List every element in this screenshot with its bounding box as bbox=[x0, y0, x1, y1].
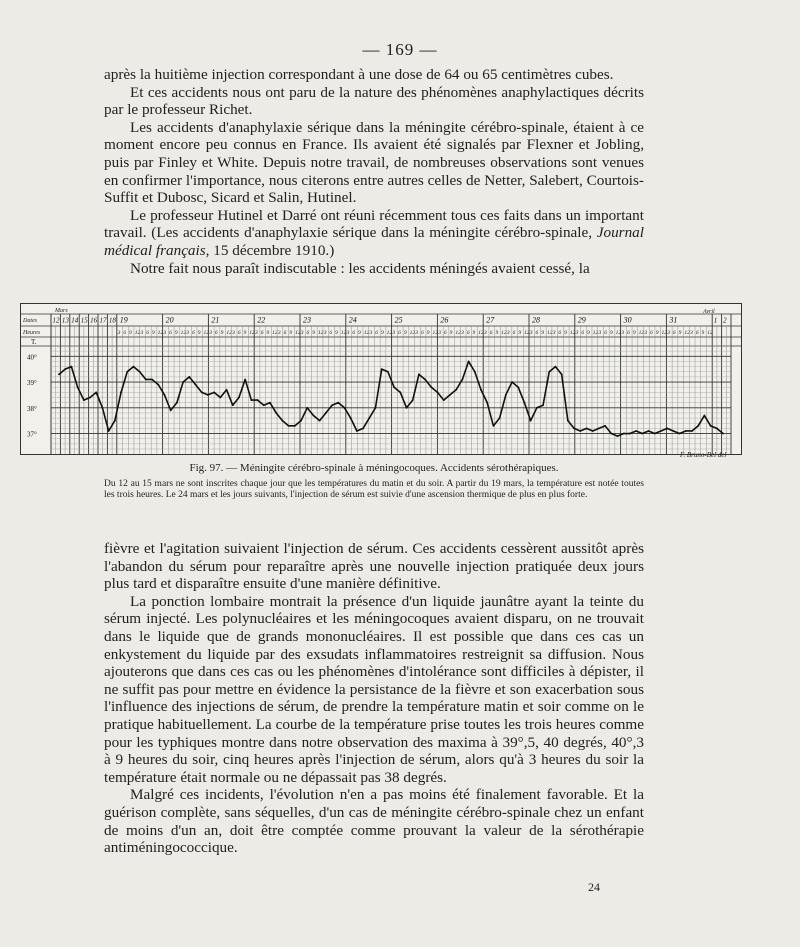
hour-label: 3 bbox=[598, 330, 602, 336]
date-label: 30 bbox=[623, 315, 632, 325]
hour-label: 12 bbox=[272, 330, 278, 336]
temperature-point bbox=[542, 404, 544, 406]
hour-label: 3 bbox=[438, 330, 441, 336]
hour-label: 3 bbox=[255, 330, 258, 336]
temperature-point bbox=[145, 379, 147, 381]
hour-label: 6 bbox=[329, 330, 333, 336]
temperature-chart-svg bbox=[21, 304, 741, 454]
temperature-point bbox=[579, 430, 581, 432]
temperature-point bbox=[530, 420, 532, 422]
temperature-point bbox=[480, 389, 482, 391]
bottom-text-block bbox=[104, 540, 644, 857]
paragraph: après la huitième injection correspondant à une dose de 64 ou 65 centimètres cubes. bbox=[104, 66, 614, 83]
y-tick-label: 38° bbox=[27, 404, 37, 413]
hour-label: 9 bbox=[541, 330, 544, 336]
temperature-point bbox=[294, 425, 296, 427]
temperature-point bbox=[672, 430, 674, 432]
hour-label: 9 bbox=[449, 330, 453, 336]
hour-label: 3 bbox=[300, 330, 304, 336]
temperature-point bbox=[95, 391, 97, 393]
hour-label: 12 bbox=[249, 330, 255, 336]
y-tick-label: 39° bbox=[27, 379, 37, 388]
date-label: 28 bbox=[532, 315, 540, 325]
temperature-point bbox=[505, 394, 507, 396]
temperature-point bbox=[269, 402, 271, 404]
hour-label: 6 bbox=[237, 330, 241, 336]
signature-mark: 24 bbox=[588, 880, 600, 894]
month-label-avril: Avril bbox=[703, 309, 715, 315]
temperature-point bbox=[368, 417, 370, 419]
hour-label: 9 bbox=[129, 330, 132, 336]
hour-label: 9 bbox=[266, 330, 270, 336]
temperature-point bbox=[157, 384, 159, 386]
hour-label: 3 bbox=[163, 330, 167, 336]
temperature-point bbox=[337, 402, 339, 404]
hour-label: 3 bbox=[621, 330, 625, 336]
paragraph: La ponction lombaire montrait la présence d'un liquide jaunâtre ayant la teinte du sérum injecté. Les polynucléaires et les méningocoques avaient disparu, on ne trouvait dans le liquide que de grands mononucléaires. Il est possible que dans ces cas un enkystement du liquide par des exsudats inflammatoires restreignit sa diffusion. Nous ajouterons que dans ces cas ou les phénomènes d'intolérance sont difficiles à dépister, il ne suffit pas pour mettre en évidence la persistance de la fièvre et son exacerbation sous l'influence des injections de sérum, de prendre la température matin et soir comme on le pratique habituellement. La courbe de la température prise toutes les trois heures comme pour les typhiques montre dans notre observation des maxima à 39°,5, 40 degrés, 40°,3 à 9 heures du soir, cinq heures après l'injection de sérum, alors qu'à 3 heures du soir la température était normale ou ne dépassait pas 38 degrés. bbox=[104, 592, 644, 786]
date-label: 22 bbox=[257, 315, 266, 325]
temperature-point bbox=[561, 373, 563, 375]
date-label: 26 bbox=[440, 315, 449, 325]
hour-label: 6 bbox=[558, 330, 562, 336]
date-label: 2 bbox=[723, 316, 727, 325]
temperature-point bbox=[648, 430, 650, 432]
hour-label: 12 bbox=[134, 330, 141, 336]
hour-label: 12 bbox=[455, 330, 461, 336]
page-number: — 169 — bbox=[362, 40, 438, 59]
temperature-point bbox=[660, 430, 662, 432]
hour-label: 6 bbox=[421, 330, 424, 336]
date-label: 18 bbox=[108, 316, 116, 325]
hour-label: 12 bbox=[295, 330, 301, 336]
hour-label: 9 bbox=[403, 330, 407, 336]
hour-label: 12 bbox=[684, 330, 690, 336]
temperature-point bbox=[697, 425, 699, 427]
hour-label: 6 bbox=[512, 330, 516, 336]
hour-label: 9 bbox=[358, 330, 361, 336]
temperature-point bbox=[524, 402, 526, 404]
hour-label: 9 bbox=[312, 330, 315, 336]
hour-label: 9 bbox=[518, 330, 522, 336]
date-label: 29 bbox=[577, 315, 586, 325]
hour-label: 9 bbox=[174, 330, 178, 336]
hour-label: 12 bbox=[386, 330, 393, 336]
temperature-point bbox=[331, 404, 333, 406]
hour-label: 9 bbox=[335, 330, 338, 336]
hour-label: 12 bbox=[203, 330, 209, 336]
hour-label: 12 bbox=[226, 330, 232, 336]
temperature-point bbox=[319, 420, 321, 422]
temperature-point bbox=[679, 433, 681, 435]
temperature-point bbox=[548, 371, 550, 373]
temperature-point bbox=[108, 430, 110, 432]
date-label: 14 bbox=[71, 316, 79, 325]
temperature-point bbox=[567, 420, 569, 422]
y-tick-label: 37° bbox=[27, 430, 37, 439]
hour-label: 3 bbox=[369, 330, 373, 336]
engraver-signature: F. Bruno-Bel del bbox=[680, 451, 727, 459]
temperature-point bbox=[449, 394, 451, 396]
temperature-point bbox=[555, 366, 557, 368]
temperature-point bbox=[356, 430, 358, 432]
hour-label: 6 bbox=[466, 330, 470, 336]
temperature-point bbox=[710, 425, 712, 427]
hour-label: 3 bbox=[232, 330, 235, 336]
hour-label: 3 bbox=[667, 330, 670, 336]
temperature-point bbox=[617, 435, 619, 437]
date-label: 20 bbox=[165, 315, 174, 325]
hour-label: 12 bbox=[707, 330, 713, 336]
date-label: 24 bbox=[348, 315, 357, 325]
caption-note: Du 12 au 15 mars ne sont inscrites chaque jour que les températures du matin et du soir. A partir du 19 mars, la température est notée toutes les trois heures. Le 24 mars et les jours suivants, l'injection de sérum est suivie d'une ascension thermique de plus en plus forte. bbox=[104, 478, 644, 500]
temperature-point bbox=[182, 381, 184, 383]
temperature-point bbox=[77, 386, 79, 388]
temperature-point bbox=[133, 366, 135, 368]
temperature-point bbox=[120, 391, 122, 393]
temperature-point bbox=[517, 386, 519, 388]
temperature-point bbox=[362, 428, 364, 430]
temperature-point bbox=[604, 425, 606, 427]
temperature-point bbox=[468, 361, 470, 363]
hour-label: 12 bbox=[478, 330, 484, 336]
temperature-point bbox=[573, 428, 575, 430]
temperature-point bbox=[666, 428, 668, 430]
temperature-point bbox=[114, 420, 116, 422]
hour-label: 3 bbox=[140, 330, 144, 336]
hour-label: 6 bbox=[581, 330, 585, 336]
figure-caption bbox=[104, 462, 644, 502]
hour-label: 12 bbox=[501, 330, 507, 336]
paragraph: Notre fait nous paraît indiscutable : les accidents méningés avaient cessé, la bbox=[130, 259, 590, 277]
temperature-point bbox=[399, 391, 401, 393]
top-text-block bbox=[104, 66, 644, 277]
temperature-point bbox=[219, 397, 221, 399]
temperature-point bbox=[188, 376, 190, 378]
temperature-point bbox=[102, 407, 104, 409]
hour-label: 3 bbox=[277, 330, 281, 336]
hour-label: 6 bbox=[123, 330, 127, 336]
hour-label: 3 bbox=[690, 330, 693, 336]
hour-label: 6 bbox=[352, 330, 356, 336]
temperature-point bbox=[474, 371, 476, 373]
temperature-point bbox=[313, 415, 315, 417]
temperature-point bbox=[244, 379, 246, 381]
temperature-point bbox=[170, 409, 172, 411]
hour-label: 12 bbox=[661, 330, 667, 336]
temperature-point bbox=[641, 433, 643, 435]
hour-label: 9 bbox=[587, 330, 590, 336]
hour-label: 3 bbox=[552, 330, 556, 336]
temperature-point bbox=[58, 373, 60, 375]
temperature-point bbox=[623, 433, 625, 435]
temperature-point bbox=[635, 430, 637, 432]
temperature-point bbox=[350, 417, 352, 419]
temperature-point bbox=[344, 407, 346, 409]
temperature-point bbox=[263, 404, 265, 406]
temperature-point bbox=[164, 394, 166, 396]
hour-label: 12 bbox=[524, 330, 530, 336]
date-label: 21 bbox=[211, 315, 220, 325]
temperature-point bbox=[238, 397, 240, 399]
hour-label: 6 bbox=[489, 330, 493, 336]
hour-label: 6 bbox=[650, 330, 653, 336]
hour-label: 12 bbox=[432, 330, 438, 336]
hour-label: 3 bbox=[415, 330, 419, 336]
hour-label: 6 bbox=[443, 330, 447, 336]
temperature-point bbox=[64, 368, 66, 370]
temperature-point bbox=[691, 430, 693, 432]
hour-label: 3 bbox=[529, 330, 533, 336]
hour-label: 12 bbox=[546, 330, 553, 336]
hour-label: 6 bbox=[283, 330, 287, 336]
date-label: 31 bbox=[669, 315, 678, 325]
hour-label: 9 bbox=[472, 330, 476, 336]
hour-label: 3 bbox=[461, 330, 464, 336]
temperature-point bbox=[492, 425, 494, 427]
temperature-point bbox=[83, 399, 85, 401]
hour-label: 3 bbox=[346, 330, 350, 336]
hour-label: 3 bbox=[506, 330, 510, 336]
temperature-point bbox=[126, 371, 128, 373]
temperature-point bbox=[424, 379, 426, 381]
temperature-point bbox=[511, 381, 513, 383]
date-label: 25 bbox=[394, 315, 403, 325]
temperature-point bbox=[430, 386, 432, 388]
hour-label: 3 bbox=[392, 330, 396, 336]
temperature-point bbox=[443, 399, 445, 401]
hour-label: 12 bbox=[157, 330, 164, 336]
paragraph: Les accidents d'anaphylaxie sérique dans la méningite cérébro-spinale, étaient à ce moment encore peu connus en France. Ils avaient été signalés par Flexner et Jobling, puis par Finley et White. Depuis notre travail, de nombreuses observations sont venues en confirmer l'importance, nous citerons entre autres celles de Netter, Salebert, Courtois-Suffit et Dubosc, Sicard et Salin, Hutinel. bbox=[104, 118, 644, 207]
hour-label: 9 bbox=[380, 330, 384, 336]
temperature-point bbox=[275, 412, 277, 414]
temperature-point bbox=[586, 428, 588, 430]
hour-label: 9 bbox=[632, 330, 636, 336]
temperature-point bbox=[486, 402, 488, 404]
hour-label: 9 bbox=[220, 330, 224, 336]
hour-label: 12 bbox=[615, 330, 622, 336]
paragraph: Le professeur Hutinel et Darré ont réuni récemment tous ces faits dans un important travail. (Les accidents d'anaphylaxie sérique dans la méningite cérébro-spinale, Journal médical français, 15 décembre 1910.) bbox=[104, 206, 644, 259]
temperature-point bbox=[703, 415, 705, 417]
hour-label: 6 bbox=[604, 330, 607, 336]
temperature-point bbox=[71, 366, 73, 368]
temperature-point bbox=[176, 402, 178, 404]
hour-label: 9 bbox=[678, 330, 682, 336]
hour-label: 6 bbox=[214, 330, 218, 336]
hour-label: 9 bbox=[564, 330, 567, 336]
temperature-point bbox=[151, 379, 153, 381]
temperature-point bbox=[685, 430, 687, 432]
temperature-point bbox=[207, 394, 209, 396]
hour-label: 6 bbox=[375, 330, 378, 336]
hour-label: 3 bbox=[484, 330, 487, 336]
hour-label: 9 bbox=[701, 330, 705, 336]
hour-label: 9 bbox=[289, 330, 293, 336]
hour-label: 6 bbox=[192, 330, 195, 336]
hour-label: 6 bbox=[672, 330, 676, 336]
hour-label: 12 bbox=[569, 330, 576, 336]
hours-label: Heures bbox=[23, 330, 41, 336]
date-label: 23 bbox=[303, 315, 311, 325]
hour-label: 6 bbox=[398, 330, 401, 336]
hour-label: 6 bbox=[169, 330, 172, 336]
temperature-point bbox=[722, 433, 724, 435]
month-label-mars: Mars bbox=[55, 308, 68, 314]
dates-label: Dates bbox=[23, 318, 37, 324]
date-label: 27 bbox=[486, 315, 495, 325]
temperature-point bbox=[282, 420, 284, 422]
hour-label: 3 bbox=[117, 330, 121, 336]
temperature-point bbox=[300, 420, 302, 422]
hour-label: 6 bbox=[535, 330, 539, 336]
paragraph: Et ces accidents nous ont paru de la nature des phénomènes anaphylactiques décrits par le professeur Richet. bbox=[104, 83, 644, 119]
temperature-point bbox=[213, 391, 215, 393]
hour-label: 12 bbox=[638, 330, 645, 336]
temperature-curve bbox=[59, 361, 723, 436]
temperature-point bbox=[406, 407, 408, 409]
date-label: 19 bbox=[119, 315, 128, 325]
hour-label: 3 bbox=[644, 330, 648, 336]
date-label: 16 bbox=[90, 316, 98, 325]
hour-label: 6 bbox=[260, 330, 264, 336]
temperature-point bbox=[418, 373, 420, 375]
hour-label: 3 bbox=[575, 330, 579, 336]
temperature-point bbox=[412, 399, 414, 401]
date-label: 13 bbox=[61, 316, 69, 325]
hour-label: 9 bbox=[655, 330, 659, 336]
hour-label: 6 bbox=[306, 330, 310, 336]
temperature-point bbox=[716, 428, 718, 430]
temp-label: T. bbox=[31, 338, 37, 346]
hour-label: 9 bbox=[609, 330, 613, 336]
hour-label: 9 bbox=[495, 330, 499, 336]
hour-label: 12 bbox=[340, 330, 347, 336]
temperature-point bbox=[325, 412, 327, 414]
hour-label: 3 bbox=[186, 330, 190, 336]
paragraph: fièvre et l'agitation suivaient l'injection de sérum. Ces accidents cessèrent aussitôt après l'abandon du sérum pour reparaître après une nouvelle injection pratiquée deux jours plus tard et disparaître ensuite d'une manière définitive. bbox=[104, 540, 644, 593]
temperature-point bbox=[437, 391, 439, 393]
hour-label: 12 bbox=[317, 330, 324, 336]
hour-label: 6 bbox=[627, 330, 630, 336]
hour-label: 9 bbox=[151, 330, 155, 336]
temperature-point bbox=[381, 368, 383, 370]
temperature-point bbox=[232, 404, 234, 406]
hour-label: 6 bbox=[695, 330, 699, 336]
hour-label: 9 bbox=[243, 330, 247, 336]
hour-label: 3 bbox=[209, 330, 212, 336]
temperature-point bbox=[139, 371, 141, 373]
temperature-point bbox=[592, 430, 594, 432]
temperature-point bbox=[89, 397, 91, 399]
temperature-point bbox=[257, 399, 259, 401]
temperature-chart bbox=[20, 303, 742, 455]
temperature-point bbox=[536, 407, 538, 409]
date-label: 17 bbox=[99, 316, 107, 325]
temperature-point bbox=[393, 386, 395, 388]
temperature-point bbox=[455, 389, 457, 391]
journal-title: Journal médical français bbox=[104, 224, 644, 259]
date-label: 1 bbox=[713, 316, 718, 325]
temperature-point bbox=[387, 371, 389, 373]
hour-label: 12 bbox=[180, 330, 187, 336]
date-label: 12 bbox=[52, 316, 60, 325]
temperature-point bbox=[306, 407, 308, 409]
temperature-point bbox=[201, 391, 203, 393]
temperature-point bbox=[499, 417, 501, 419]
temperature-point bbox=[226, 389, 228, 391]
caption-title: Fig. 97. — Méningite cérébro-spinale à méningocoques. Accidents sérothérapiques. bbox=[189, 462, 559, 474]
hour-label: 12 bbox=[363, 330, 370, 336]
y-tick-label: 40° bbox=[27, 353, 37, 362]
temperature-point bbox=[288, 425, 290, 427]
temperature-point bbox=[375, 407, 377, 409]
temperature-point bbox=[610, 433, 612, 435]
hour-label: 3 bbox=[323, 330, 327, 336]
temperature-point bbox=[195, 384, 197, 386]
hour-label: 12 bbox=[592, 330, 599, 336]
paragraph: Malgré ces incidents, l'évolution n'en a pas moins été finalement favorable. Et la guérison complète, sans séquelles, d'un cas de méningite cérébro-spinale chez un enfant de moins d'un an, doit être comptée comme prouvant la valeur de la sérothérapie antiméningococcique. bbox=[104, 786, 644, 857]
hour-label: 12 bbox=[409, 330, 416, 336]
temperature-point bbox=[598, 428, 600, 430]
hour-label: 9 bbox=[426, 330, 430, 336]
temperature-point bbox=[461, 379, 463, 381]
temperature-point bbox=[250, 399, 252, 401]
hour-label: 9 bbox=[197, 330, 201, 336]
temperature-point bbox=[654, 433, 656, 435]
date-label: 15 bbox=[80, 316, 88, 325]
temperature-point bbox=[629, 433, 631, 435]
hour-label: 6 bbox=[146, 330, 149, 336]
